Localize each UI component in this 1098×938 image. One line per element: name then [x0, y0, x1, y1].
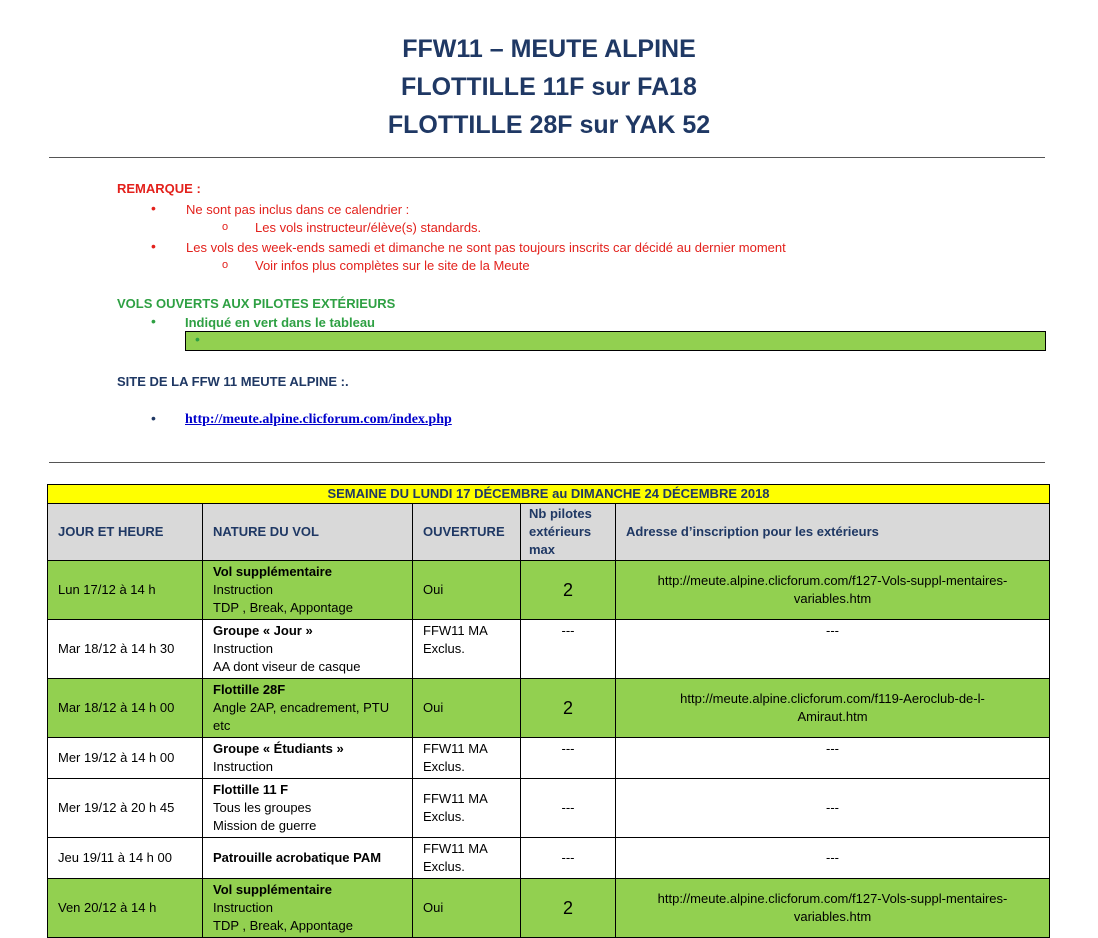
cell-adresse: [616, 679, 1050, 738]
adresse-line: http://meute.alpine.clicforum.com/f127-Vols-suppl-mentaires-: [657, 573, 1008, 588]
col-header-nb-line: extérieurs: [529, 524, 592, 539]
col-header-ouverture: OUVERTURE: [413, 504, 521, 561]
remarque-item-1: Ne sont pas inclus dans ce calendrier :: [186, 202, 410, 217]
cell-nature: [203, 779, 413, 838]
nature-title: Flottille 28F: [213, 682, 286, 697]
nature-line: Mission de guerre: [213, 818, 317, 833]
title-line-2: FLOTTILLE 11F sur FA18: [401, 73, 697, 101]
adresse-line: variables.htm: [793, 909, 872, 924]
cell-nature: [203, 879, 413, 938]
circle-bullet-icon: o: [222, 221, 229, 233]
table-row: [48, 779, 1050, 838]
bullet-icon: •: [151, 313, 156, 329]
remarque-item-2: Les vols des week-ends samedi et dimanche ne sont pas toujours inscrits car décidé au dernier moment: [186, 240, 786, 255]
cell-jour: Mar 18/12 à 14 h 30: [48, 620, 203, 679]
site-link[interactable]: http://meute.alpine.clicforum.com/index.php: [185, 412, 452, 427]
nature-line: Angle 2AP, encadrement, PTU: [213, 700, 390, 715]
col-header-nature: NATURE DU VOL: [203, 504, 413, 561]
ouverture-line: FFW11 MA: [423, 623, 488, 638]
nature-line: TDP , Break, Appontage: [213, 600, 353, 615]
nature-title: Groupe « Étudiants »: [213, 741, 344, 756]
cell-nb: 2: [521, 879, 616, 938]
remarque-heading: REMARQUE :: [117, 181, 201, 196]
table-row: [48, 679, 1050, 738]
week-banner: SEMAINE DU LUNDI 17 DÉCEMBRE au DIMANCHE 24 DÉCEMBRE 2018: [48, 485, 1050, 504]
cell-adresse: [616, 879, 1050, 938]
cell-nb: ---: [521, 620, 616, 679]
nature-line: AA dont viseur de casque: [213, 659, 361, 674]
cell-nature: [203, 620, 413, 679]
cell-adresse: ---: [616, 779, 1050, 838]
bullet-icon: •: [151, 238, 156, 254]
cell-nb: ---: [521, 738, 616, 779]
table-row: [48, 879, 1050, 938]
cell-adresse: ---: [616, 620, 1050, 679]
remarque-sub-2: Voir infos plus complètes sur le site de la Meute: [255, 258, 530, 273]
ouverture-line: Exclus.: [423, 859, 465, 874]
green-legend-bar: [185, 331, 1046, 351]
document-header: [0, 30, 1098, 144]
cell-nature: [203, 561, 413, 620]
cell-jour: Lun 17/12 à 14 h: [48, 561, 203, 620]
site-link-wrap: [185, 411, 452, 428]
nature-title: Vol supplémentaire: [213, 564, 332, 579]
cell-nb: ---: [521, 838, 616, 879]
cell-jour: Ven 20/12 à 14 h: [48, 879, 203, 938]
cell-ouverture: Oui: [413, 879, 521, 938]
ouverture-line: Exclus.: [423, 809, 465, 824]
cell-nature: [203, 679, 413, 738]
cell-jour: Mer 19/12 à 14 h 00: [48, 738, 203, 779]
table-header-row: [48, 504, 1050, 561]
cell-adresse: ---: [616, 738, 1050, 779]
nature-title: Patrouille acrobatique PAM: [213, 850, 382, 865]
col-header-nb-line: max: [529, 542, 556, 557]
remarque-sub-1: Les vols instructeur/élève(s) standards.: [255, 220, 482, 235]
ouverture-line: FFW11 MA: [423, 791, 488, 806]
nature-line: etc: [213, 718, 231, 733]
cell-ouverture: Oui: [413, 561, 521, 620]
cell-ouverture: [413, 738, 521, 779]
adresse-line: http://meute.alpine.clicforum.com/f127-Vols-suppl-mentaires-: [657, 891, 1008, 906]
title-line-3: FLOTTILLE 28F sur YAK 52: [387, 111, 711, 139]
cell-adresse: ---: [616, 838, 1050, 879]
ouverture-line: FFW11 MA: [423, 841, 488, 856]
site-heading: SITE DE LA FFW 11 MEUTE ALPINE :.: [117, 374, 349, 389]
cell-nb: 2: [521, 561, 616, 620]
cell-jour: Mar 18/12 à 14 h 00: [48, 679, 203, 738]
schedule-table: [47, 484, 1050, 938]
col-header-nb-line: Nb pilotes: [529, 506, 592, 521]
table-row: [48, 561, 1050, 620]
vols-ouverts-heading: VOLS OUVERTS AUX PILOTES EXTÉRIEURS: [117, 296, 396, 311]
ouverture-line: FFW11 MA: [423, 741, 488, 756]
cell-nb: 2: [521, 679, 616, 738]
bullet-icon: •: [195, 331, 200, 347]
cell-ouverture: Oui: [413, 679, 521, 738]
bullet-icon: •: [151, 200, 156, 216]
ouverture-line: Exclus.: [423, 759, 465, 774]
cell-ouverture: [413, 779, 521, 838]
nature-line: Tous les groupes: [213, 800, 312, 815]
nature-line: Instruction: [213, 759, 273, 774]
nature-title: Flottille 11 F: [213, 782, 289, 797]
nature-title: Vol supplémentaire: [213, 882, 332, 897]
cell-nature: [203, 838, 413, 879]
cell-jour: Mer 19/12 à 20 h 45: [48, 779, 203, 838]
nature-title: Groupe « Jour »: [213, 623, 313, 638]
vols-ouverts-item: Indiqué en vert dans le tableau: [185, 315, 375, 330]
cell-nature: [203, 738, 413, 779]
cell-ouverture: [413, 838, 521, 879]
nature-line: Instruction: [213, 582, 273, 597]
divider-bottom: [49, 462, 1045, 463]
ouverture-line: Exclus.: [423, 641, 465, 656]
col-header-nb: [521, 504, 616, 561]
nature-line: Instruction: [213, 641, 273, 656]
table-row: [48, 838, 1050, 879]
nature-line: Instruction: [213, 900, 273, 915]
adresse-line: variables.htm: [793, 591, 872, 606]
circle-bullet-icon: o: [222, 259, 229, 271]
col-header-jour: JOUR ET HEURE: [48, 504, 203, 561]
cell-jour: Jeu 19/11 à 14 h 00: [48, 838, 203, 879]
adresse-line: Amiraut.htm: [797, 709, 868, 724]
adresse-line: http://meute.alpine.clicforum.com/f119-Aeroclub-de-l-: [680, 691, 985, 706]
title-line-1: FFW11 – MEUTE ALPINE: [402, 35, 696, 63]
bullet-icon: •: [151, 410, 156, 426]
cell-adresse: [616, 561, 1050, 620]
table-row: [48, 620, 1050, 679]
divider-top: [49, 157, 1045, 158]
cell-nb: ---: [521, 779, 616, 838]
table-row: [48, 738, 1050, 779]
col-header-adresse: Adresse d’inscription pour les extérieurs: [616, 504, 1050, 561]
nature-line: TDP , Break, Appontage: [213, 918, 353, 933]
cell-ouverture: [413, 620, 521, 679]
